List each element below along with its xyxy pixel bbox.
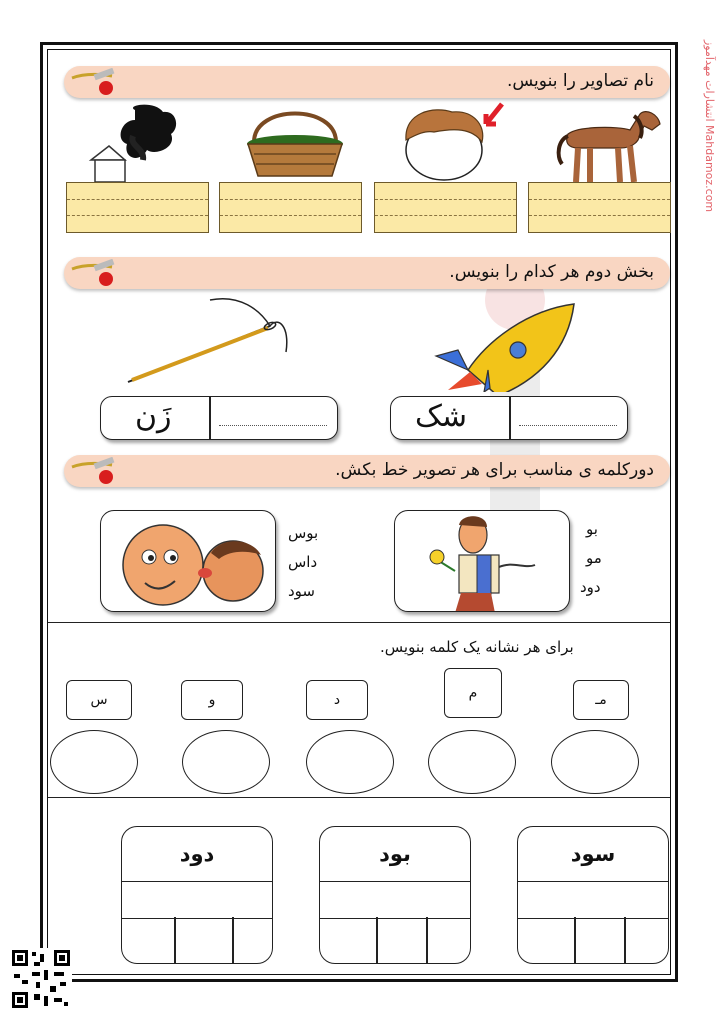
word-card xyxy=(121,826,273,964)
section-3-banner xyxy=(64,455,670,487)
answer-box-rocket[interactable] xyxy=(390,396,628,440)
publisher-credit-text: انتشارات مهدآموز Mahdamoz.com xyxy=(703,40,716,213)
rocket-picture xyxy=(428,300,578,392)
answer-oval[interactable] xyxy=(428,730,516,794)
flower-man-picture xyxy=(395,511,570,612)
answer-box-divider xyxy=(209,397,211,439)
word-card-write-row[interactable] xyxy=(122,881,272,919)
letter-tile: و xyxy=(181,680,243,720)
pencil-apple-icon xyxy=(68,259,124,287)
answer-dotted-line xyxy=(519,425,617,426)
word-option[interactable]: داس xyxy=(288,553,318,571)
word-card-cell-divider xyxy=(232,917,234,963)
section-divider xyxy=(48,622,670,623)
letter-tile: م xyxy=(444,668,502,718)
hair-face-picture xyxy=(394,102,514,182)
word-card xyxy=(319,826,471,964)
word-card-title: دود xyxy=(179,842,215,866)
answer-oval[interactable] xyxy=(50,730,138,794)
answer-oval[interactable] xyxy=(306,730,394,794)
word-card-cell-divider xyxy=(174,917,176,963)
section-2-banner xyxy=(64,257,670,289)
basket-picture xyxy=(240,108,350,180)
word-card-cell-divider xyxy=(624,917,626,963)
section-1-title: نام تصاویر را بنویس. xyxy=(506,71,654,91)
given-letters-needle: زَن xyxy=(135,399,172,434)
letter-tile: د xyxy=(306,680,368,720)
letter-tile: س xyxy=(66,680,132,720)
flower-man-picture-box xyxy=(394,510,570,612)
horse-picture xyxy=(548,104,666,184)
word-option[interactable]: سود xyxy=(288,582,315,600)
word-card-title: بود xyxy=(379,842,411,866)
answer-box-divider xyxy=(509,397,511,439)
word-card-cell-divider xyxy=(574,917,576,963)
answer-oval[interactable] xyxy=(182,730,270,794)
word-card-write-row[interactable] xyxy=(518,881,668,919)
answer-dotted-line xyxy=(219,425,327,426)
needle-picture xyxy=(120,296,295,386)
answer-oval[interactable] xyxy=(551,730,639,794)
qr-code-icon xyxy=(10,948,72,1010)
word-card xyxy=(517,826,669,964)
letter-tile: مـ xyxy=(573,680,629,720)
kiss-picture-box xyxy=(100,510,276,612)
section-2-title: بخش دوم هر کدام را بنویس. xyxy=(449,262,654,282)
word-card-cell-divider xyxy=(376,917,378,963)
writing-box-hair[interactable] xyxy=(374,182,517,233)
pencil-apple-icon xyxy=(68,457,124,485)
section-1-banner xyxy=(64,66,670,98)
word-card-write-row[interactable] xyxy=(320,881,470,919)
section-divider xyxy=(48,797,670,798)
word-option[interactable]: بوس xyxy=(288,524,319,542)
word-card-title: سود xyxy=(570,842,616,866)
word-option[interactable]: مو xyxy=(586,549,602,567)
writing-box-smoke[interactable] xyxy=(66,182,209,233)
smoke-house-picture xyxy=(85,100,185,184)
writing-box-horse[interactable] xyxy=(528,182,671,233)
word-card-cell-divider xyxy=(426,917,428,963)
pencil-apple-icon xyxy=(68,68,124,96)
section-3-title: دورکلمه ی مناسب برای هر تصویر خط بکش. xyxy=(335,460,654,480)
kiss-picture xyxy=(101,511,276,612)
word-option[interactable]: دود xyxy=(580,578,601,596)
writing-box-basket[interactable] xyxy=(219,182,362,233)
section-4-title: برای هر نشانه یک کلمه بنویس. xyxy=(380,638,574,656)
word-option[interactable]: بو xyxy=(586,520,598,538)
answer-box-needle[interactable] xyxy=(100,396,338,440)
publisher-credit xyxy=(698,40,722,270)
given-letters-rocket: شک xyxy=(415,399,467,434)
